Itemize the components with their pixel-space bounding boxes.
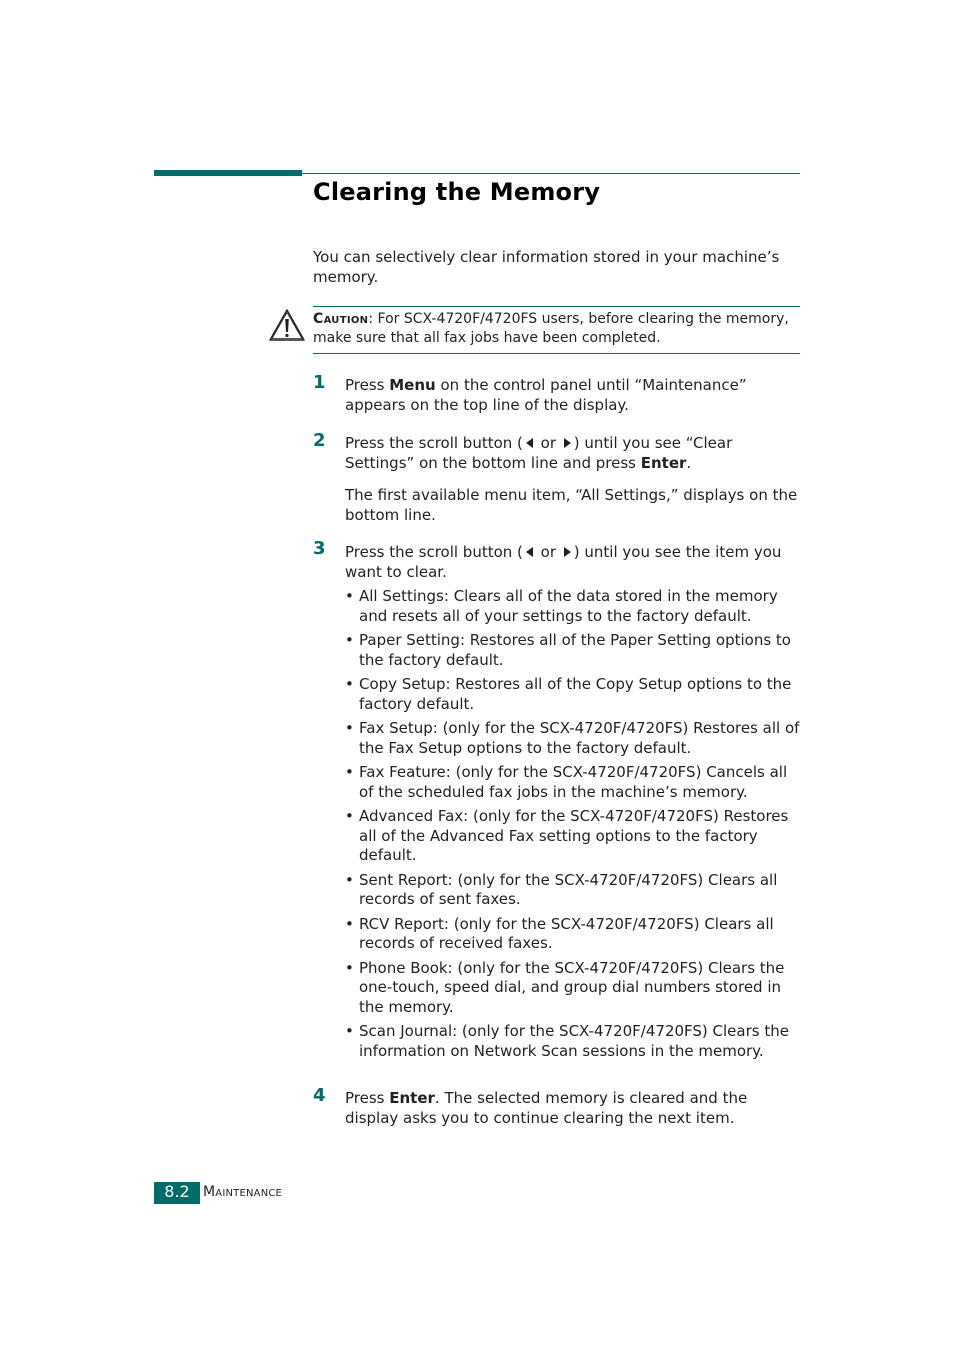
caution-top-rule xyxy=(313,306,800,307)
page-number: 8.2 xyxy=(154,1182,200,1204)
page-title: Clearing the Memory xyxy=(313,178,601,206)
list-item: • All Settings: Clears all of the data stored in the memory and resets all of your settings to the factory default. xyxy=(345,587,805,626)
list-item: • Copy Setup: Restores all of the Copy Setup options to the factory default. xyxy=(345,675,805,714)
enter-keyword: Enter xyxy=(640,454,687,472)
step-4-post: . The selected memory is cleared and the display asks you to continue clearing the next item. xyxy=(345,1089,748,1127)
step-3-post: ) until you see the item you want to clear. xyxy=(345,543,782,581)
scroll-right-arrow-icon xyxy=(564,547,571,557)
enter-keyword: Enter xyxy=(389,1089,435,1107)
step-1-post: on the control panel until “Maintenance” appears on the top line of the display. xyxy=(345,376,747,414)
step-number: 2 xyxy=(313,430,326,451)
list-item: • Phone Book: (only for the SCX-4720F/4720FS) Clears the one-touch, speed dial, and group dial numbers stored in the memory. xyxy=(345,959,805,1018)
list-item: • Advanced Fax: (only for the SCX-4720F/4720FS) Restores all of the Advanced Fax setting options to the factory default. xyxy=(345,807,805,866)
list-item: • Fax Setup: (only for the SCX-4720F/4720FS) Restores all of the Fax Setup options to the factory default. xyxy=(345,719,805,758)
step-1-pre: Press xyxy=(345,376,390,394)
list-item: • Paper Setting: Restores all of the Paper Setting options to the factory default. xyxy=(345,631,805,670)
step-2-note: The first available menu item, “All Settings,” displays on the bottom line. xyxy=(345,486,798,524)
scroll-left-arrow-icon xyxy=(526,438,533,448)
step-4-pre: Press xyxy=(345,1089,390,1107)
caution-bottom-rule xyxy=(313,353,800,354)
list-item: • Scan Journal: (only for the SCX-4720F/4720FS) Clears the information on Network Scan sessions in the memory. xyxy=(345,1022,805,1061)
list-item: • Fax Feature: (only for the SCX-4720F/4720FS) Cancels all of the scheduled fax jobs in the machine’s memory. xyxy=(345,763,805,802)
step-2-pre: Press the scroll button ( xyxy=(345,434,523,452)
caution-note xyxy=(313,310,803,348)
step-4-text xyxy=(345,1088,805,1128)
list-item: • Sent Report: (only for the SCX-4720F/4720FS) Clears all records of sent faxes. xyxy=(345,871,805,910)
header-rule xyxy=(302,173,800,174)
caution-text: : For SCX-4720F/4720FS users, before clearing the memory, make sure that all fax jobs have been completed. xyxy=(313,311,789,346)
step-2-text xyxy=(345,433,805,473)
warning-triangle-icon xyxy=(268,308,306,342)
scroll-left-arrow-icon xyxy=(526,547,533,557)
step-number: 1 xyxy=(313,372,326,393)
step-2-post: ) until you see “Clear Settings” on the bottom line and press xyxy=(345,434,733,472)
step-3-or: or xyxy=(535,543,561,561)
section-name: Maintenance xyxy=(203,1184,283,1200)
step-2-end: . xyxy=(686,454,692,472)
step-number: 4 xyxy=(313,1085,326,1106)
menu-keyword: Menu xyxy=(389,376,436,394)
step-3-text xyxy=(345,542,805,582)
caution-label: Caution xyxy=(313,311,369,327)
step-1-text xyxy=(345,375,805,415)
scroll-right-arrow-icon xyxy=(564,438,571,448)
step-2-or: or xyxy=(535,434,561,452)
header-accent-bar xyxy=(154,170,302,176)
intro-paragraph: You can selectively clear information stored in your machine’s memory. xyxy=(313,248,780,286)
step-3-pre: Press the scroll button ( xyxy=(345,543,523,561)
step-number: 3 xyxy=(313,538,326,559)
clear-options-list xyxy=(345,587,805,1066)
list-item: • RCV Report: (only for the SCX-4720F/4720FS) Clears all records of received faxes. xyxy=(345,915,805,954)
